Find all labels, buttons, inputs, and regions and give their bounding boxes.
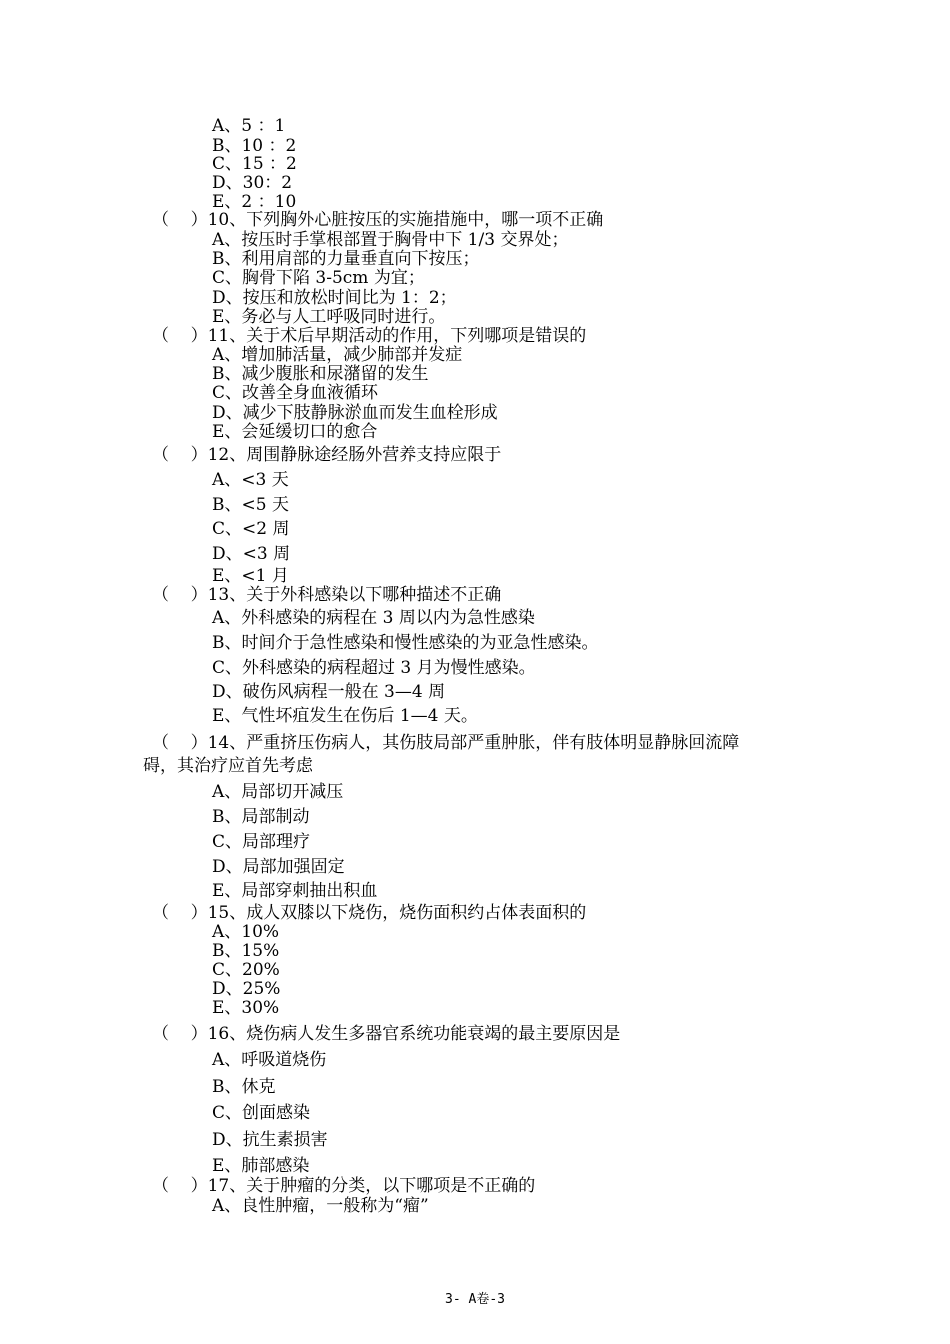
question-stem-continuation: 碍，其治疗应首先考虑	[143, 756, 313, 776]
answer-option: A、外科感染的病程在 3 周以内为急性感染	[212, 608, 535, 628]
answer-option: B、减少腹胀和尿潴留的发生	[212, 364, 429, 384]
answer-option: C、创面感染	[212, 1103, 311, 1123]
question-stem: （ ）11、关于术后早期活动的作用，下列哪项是错误的	[152, 326, 587, 346]
answer-option: B、局部制动	[212, 807, 310, 827]
answer-option: B、时间介于急性感染和慢性感染的为亚急性感染。	[212, 633, 599, 653]
answer-option: C、20%	[212, 960, 280, 980]
answer-option: C、15 ：2	[212, 154, 297, 174]
answer-option: D、30：2	[212, 173, 293, 193]
answer-option: D、抗生素损害	[212, 1130, 328, 1150]
answer-option: E、肺部感染	[212, 1156, 310, 1176]
answer-option: B、<5 天	[212, 495, 289, 515]
answer-option: C、外科感染的病程超过 3 月为慢性感染。	[212, 658, 536, 678]
answer-option: B、15%	[212, 941, 280, 961]
answer-option: C、改善全身血液循环	[212, 383, 379, 403]
answer-option: E、局部穿刺抽出积血	[212, 881, 378, 901]
answer-option: E、<1 月	[212, 566, 289, 586]
question-stem: （ ）17、关于肿瘤的分类，以下哪项是不正确的	[152, 1176, 536, 1196]
answer-option: D、25%	[212, 979, 281, 999]
answer-option: E、2 ：10	[212, 192, 297, 212]
answer-option: C、胸骨下陷 3-5cm 为宜；	[212, 268, 425, 288]
answer-option: B、休克	[212, 1077, 276, 1097]
answer-option: A、按压时手掌根部置于胸骨中下 1/3 交界处；	[212, 230, 569, 250]
answer-option: D、按压和放松时间比为 1：2；	[212, 288, 457, 308]
answer-option: C、局部理疗	[212, 832, 311, 852]
answer-option: A、5 ：1	[212, 116, 286, 136]
question-stem: （ ）14、严重挤压伤病人，其伤肢局部严重肿胀，伴有肢体明显静脉回流障	[152, 733, 740, 753]
answer-option: E、会延缓切口的愈合	[212, 422, 378, 442]
question-stem: （ ）15、成人双膝以下烧伤，烧伤面积约占体表面积的	[152, 903, 587, 923]
answer-option: C、<2 周	[212, 519, 290, 539]
answer-option: A、增加肺活量，减少肺部并发症	[212, 345, 463, 365]
question-stem: （ ）16、烧伤病人发生多器官系统功能衰竭的最主要原因是	[152, 1024, 621, 1044]
question-stem: （ ）10、下列胸外心脏按压的实施措施中，哪一项不正确	[152, 210, 604, 230]
answer-option: A、良性肿瘤，一般称为“瘤”	[212, 1196, 429, 1216]
answer-option: A、10%	[212, 922, 280, 942]
answer-option: E、气性坏疽发生在伤后 1—4 天。	[212, 706, 478, 726]
answer-option: B、10 ：2	[212, 136, 297, 156]
question-stem: （ ）13、关于外科感染以下哪种描述不正确	[152, 585, 502, 605]
answer-option: A、局部切开减压	[212, 782, 344, 802]
page-footer: 3- A卷-3	[445, 1292, 505, 1307]
answer-option: D、破伤风病程一般在 3—4 周	[212, 682, 446, 702]
answer-option: A、<3 天	[212, 470, 289, 490]
answer-option: A、呼吸道烧伤	[212, 1050, 327, 1070]
answer-option: B、利用肩部的力量垂直向下按压；	[212, 249, 480, 269]
answer-option: E、30%	[212, 998, 280, 1018]
answer-option: D、减少下肢静脉淤血而发生血栓形成	[212, 403, 498, 423]
answer-option: D、<3 周	[212, 544, 291, 564]
answer-option: D、局部加强固定	[212, 857, 345, 877]
answer-option: E、务必与人工呼吸同时进行。	[212, 307, 446, 327]
question-stem: （ ）12、周围静脉途经肠外营养支持应限于	[152, 445, 502, 465]
